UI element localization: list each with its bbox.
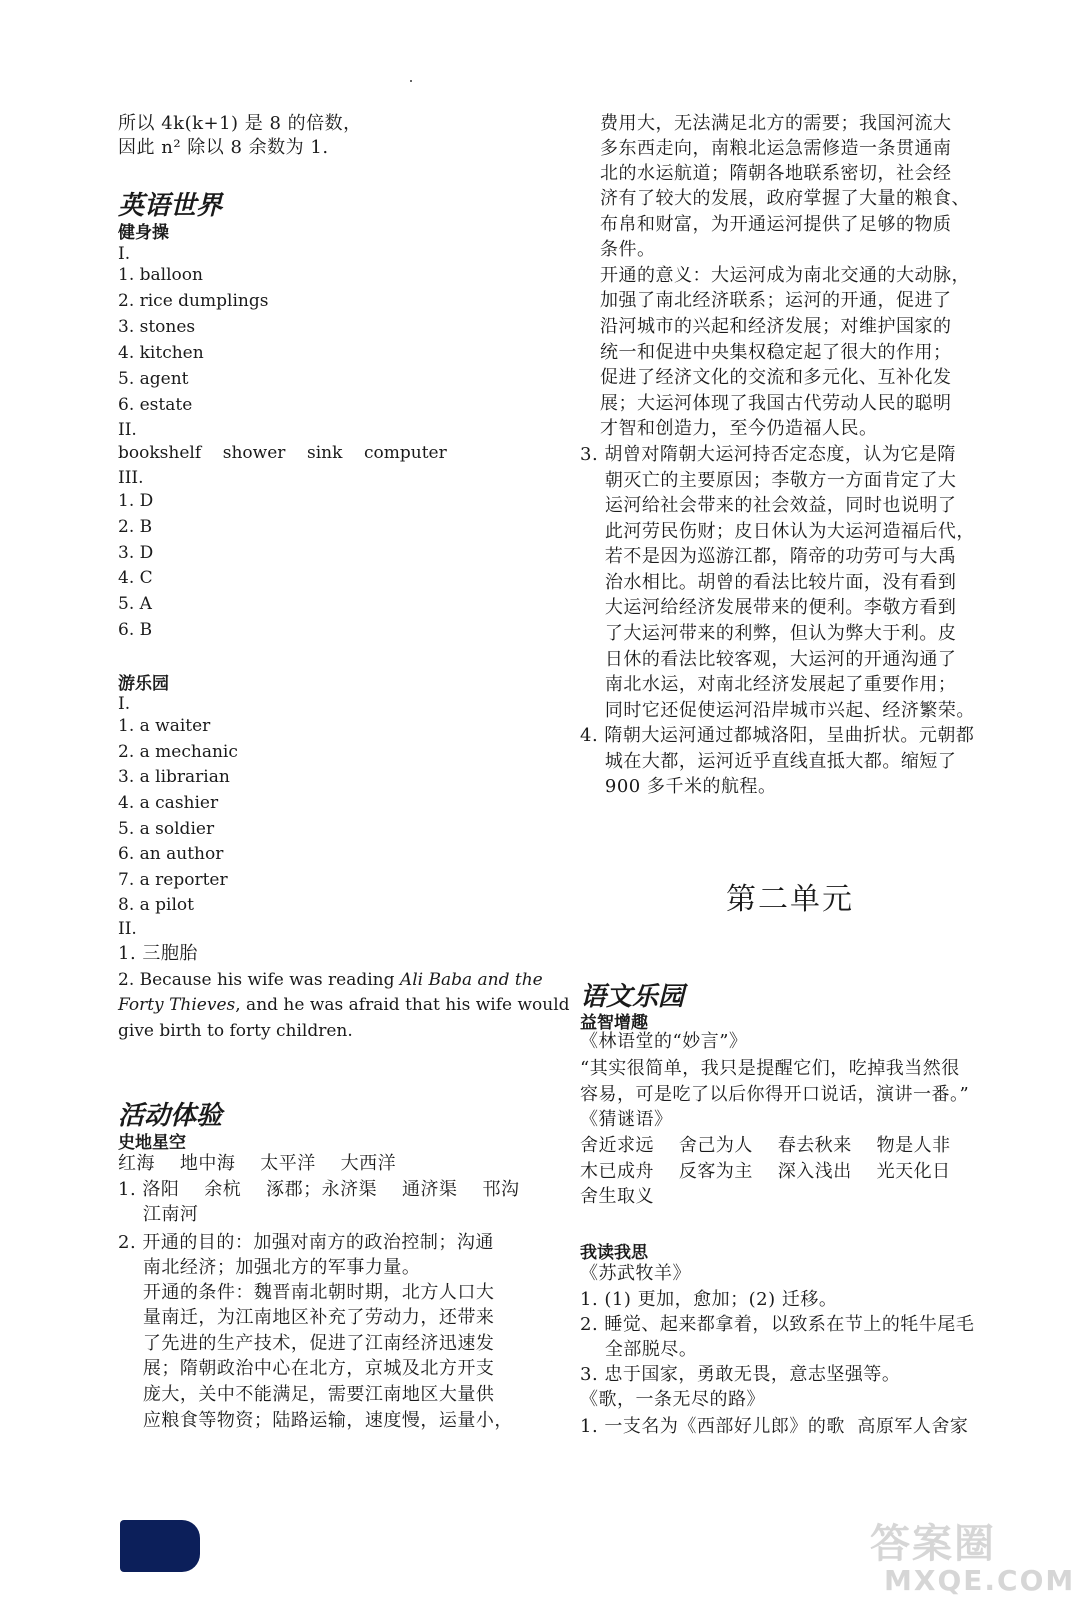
watermark-text: 答案圈	[870, 1521, 996, 1567]
text-line: 1. 一支名为《西部好儿郎》的歌 高原军人舍家	[580, 1416, 969, 1437]
answer-line: 应粮食等物资；陆路运输，速度慢，运量小，	[118, 1410, 513, 1431]
roman-numeral: III.	[118, 468, 144, 488]
work-title: 《猜谜语》	[580, 1109, 673, 1130]
youleyuan-subheading: 游乐园	[118, 674, 169, 694]
text-line: 3. 忠于国家，勇敢无畏，意志坚强等。	[580, 1364, 901, 1385]
answer-line: 4. kitchen	[118, 343, 204, 363]
chinese-park-heading: 语文乐园	[580, 982, 685, 1012]
text-line: 3. 胡曾对隋朝大运河持否定态度，认为它是隋	[580, 444, 956, 465]
answer-line: 4. a cashier	[118, 793, 219, 813]
answer-line: 2. a mechanic	[118, 742, 238, 762]
text-line: 城在大都，运河近乎直线直抵大都。缩短了	[580, 751, 957, 772]
answer-line: 1. 三胞胎	[118, 943, 198, 964]
text-line: 此河劳民伤财；皮日休认为大运河造福后代，	[580, 521, 975, 542]
text-line: 南北水运，对南北经济发展起了重要作用；	[580, 674, 957, 695]
work-title: 《林语堂的“妙言”》	[580, 1031, 748, 1052]
page-tab-marker	[120, 1520, 200, 1572]
answer-line: 3. a librarian	[118, 767, 230, 787]
text-line: 朝灭亡的主要原因；李敬方一方面肯定了大	[580, 470, 957, 491]
answer-line: 1. D	[118, 491, 154, 511]
watermark-url: MXQE.COM	[884, 1564, 1076, 1597]
answer-line: 3. stones	[118, 317, 196, 337]
answer-line: 南北经济；加强北方的军事力量。	[118, 1257, 421, 1278]
answer-line: 6. estate	[118, 395, 193, 415]
answer-line: 6. B	[118, 620, 153, 640]
answer-line: 江南河	[118, 1204, 199, 1225]
answer-line: 量南迁，为江南地区补充了劳动力，还带来	[118, 1307, 495, 1328]
answer-line: 3. D	[118, 543, 154, 563]
text-line: 全部脱尽。	[580, 1339, 698, 1360]
answer-line: 5. A	[118, 594, 152, 614]
text-line: 2. 睡觉、起来都拿着，以致系在节上的牦牛尾毛	[580, 1314, 975, 1335]
answer-line: bookshelf shower sink computer	[118, 443, 447, 463]
math-line-1: 所以 4k(k+1) 是 8 的倍数，	[118, 113, 362, 134]
text-line: 舍生取义	[580, 1186, 654, 1207]
text-line: 开通的意义：大运河成为南北交通的大动脉，	[600, 265, 970, 286]
answer-line: 6. an author	[118, 844, 224, 864]
text-line: 900 多千米的航程。	[580, 776, 777, 797]
jianshencao-subheading: 健身操	[118, 223, 169, 243]
english-world-heading: 英语世界	[118, 191, 223, 221]
text-line: 4. 隋朝大运河通过都城洛阳，呈曲折状。元朝都	[580, 725, 975, 746]
text-line: 木已成舟 反客为主 深入浅出 光天化日	[580, 1161, 951, 1182]
text-line: 济有了较大的发展，政府掌握了大量的粮食、	[600, 188, 970, 209]
speck	[410, 80, 412, 82]
text-line: 布帛和财富，为开通运河提供了足够的物质	[600, 214, 952, 235]
watermark-logo	[870, 1512, 1076, 1600]
answer-line: 2. 开通的目的：加强对南方的政治控制；沟通	[118, 1232, 494, 1253]
text-line: 运河给社会带来的社会效益，同时也说明了	[580, 495, 957, 516]
text-line: 舍近求远 舍己为人 春去秋来 物是人非	[580, 1135, 951, 1156]
text-line: 1. (1) 更加，愈加；(2) 迁移。	[580, 1289, 838, 1310]
text-line: 才智和创造力，至今仍造福人民。	[600, 418, 878, 439]
answer-line: 1. 洛阳 余杭 涿郡；永济渠 通济渠 邗沟	[118, 1179, 520, 1200]
math-line-2: 因此 n² 除以 8 余数为 1.	[118, 137, 329, 158]
text-line: 条件。	[600, 239, 656, 260]
answer-line: 4. C	[118, 568, 153, 588]
answer-line: 2. B	[118, 517, 153, 537]
answer-line: 5. agent	[118, 369, 189, 389]
text-line: 治水相比。胡曾的看法比较片面，没有看到	[580, 572, 957, 593]
text-line: 费用大，无法满足北方的需要；我国河流大	[600, 113, 952, 134]
text-line: 了大运河带来的利弊，但认为弊大于利。皮	[580, 623, 957, 644]
text-line: 展；大运河体现了我国古代劳动人民的聪明	[600, 393, 952, 414]
answer-line: 1. balloon	[118, 265, 203, 285]
text-line: 统一和促进中央集权稳定起了很大的作用；	[600, 342, 952, 363]
answer-line: 8. a pilot	[118, 895, 194, 915]
answer-line: 1. a waiter	[118, 716, 211, 736]
work-title: 《歌，一条无尽的路》	[580, 1389, 765, 1410]
activity-heading: 活动体验	[118, 1101, 223, 1131]
answer-line: 红海 地中海 太平洋 大西洋	[118, 1153, 397, 1174]
answer-line: 展；隋朝政治中心在北方，京城及北方开支	[118, 1358, 495, 1379]
text-line: 多东西走向，南粮北运急需修造一条贯通南	[600, 138, 952, 159]
text-line: 促进了经济文化的交流和多元化、互补化发	[600, 367, 952, 388]
text-line: 加强了南北经济联系；运河的开通，促进了	[600, 290, 952, 311]
answer-line: 2. rice dumplings	[118, 291, 269, 311]
answer-line: 5. a soldier	[118, 819, 215, 839]
text-line: 若不是因为巡游江都，隋帝的功劳可与大禹	[580, 546, 957, 567]
yizhi-subheading: 益智增趣	[580, 1013, 648, 1033]
text-line: 日休的看法比较客观，大运河的开通沟通了	[580, 649, 957, 670]
text-line: “其实很简单，我只是提醒它们，吃掉我当然很	[580, 1058, 960, 1079]
text-line: 北的水运航道；隋朝各地联系密切，社会经	[600, 163, 952, 184]
answer-line: 2. Because his wife was reading Ali Baba and the	[118, 970, 543, 990]
work-title: 《苏武牧羊》	[580, 1263, 691, 1284]
answer-line: 庞大，关中不能满足，需要江南地区大量供	[118, 1384, 495, 1405]
shidi-subheading: 史地星空	[118, 1133, 186, 1153]
roman-numeral: I.	[118, 244, 131, 264]
answer-line: 了先进的生产技术，促进了江南经济迅速发	[118, 1333, 495, 1354]
text-line: 沿河城市的兴起和经济发展；对维护国家的	[600, 316, 952, 337]
wodu-subheading: 我读我思	[580, 1243, 648, 1263]
text-line: 同时它还促使运河沿岸城市兴起、经济繁荣。	[580, 700, 975, 721]
unit-title: 第二单元	[726, 882, 854, 917]
text-line: 容易，可是吃了以后你得开口说话，演讲一番。”	[580, 1084, 970, 1105]
roman-numeral: II.	[118, 420, 137, 440]
answer-line: give birth to forty children.	[118, 1021, 353, 1041]
text-line: 大运河给经济发展带来的便利。李敬方看到	[580, 597, 957, 618]
answer-line: 开通的条件：魏晋南北朝时期，北方人口大	[118, 1282, 495, 1303]
answer-line: Forty Thieves, and he was afraid that his wife would	[118, 995, 570, 1015]
answer-line: 7. a reporter	[118, 870, 228, 890]
roman-numeral: I.	[118, 694, 131, 714]
roman-numeral: II.	[118, 919, 137, 939]
